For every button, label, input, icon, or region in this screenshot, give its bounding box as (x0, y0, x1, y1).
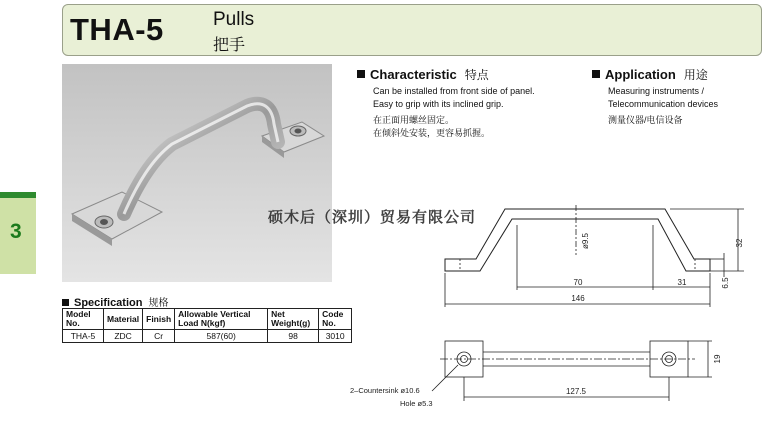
bullet-square-icon (357, 70, 365, 78)
watermark-text: 硕木后（深圳）贸易有限公司 (268, 209, 477, 226)
table-header: Allowable Vertical Load N(kgf) (175, 309, 268, 330)
product-title-cn: 把手 (213, 37, 246, 54)
product-title-en: Pulls (213, 9, 255, 30)
note-countersink: 2–Countersink ø10.6 (350, 386, 420, 395)
table-header: Material (104, 309, 143, 330)
table-cell: 98 (268, 330, 319, 343)
specification-heading (62, 294, 168, 309)
characteristic-heading (357, 66, 489, 83)
chapter-number: 3 (10, 220, 22, 243)
application-heading (592, 66, 708, 83)
characteristic-line: 在倾斜处安装，更容易抓握。 (373, 127, 491, 138)
application-line: Measuring instruments / (608, 86, 705, 96)
characteristic-line: Easy to grip with its inclined grip. (373, 98, 504, 109)
bullet-square-icon (62, 299, 69, 306)
technical-drawing (340, 195, 760, 425)
specification-title-en: Specification (74, 297, 143, 309)
header-banner (62, 4, 762, 56)
table-cell: 3010 (319, 330, 352, 343)
dim-pitch: 127.5 (565, 387, 587, 396)
application-text (608, 85, 718, 127)
specification-title-cn: 规格 (148, 298, 169, 309)
dim-thickness: 6.5 (721, 277, 730, 289)
handle-side-view (445, 209, 710, 271)
application-line: Telecommunication devices (608, 98, 719, 109)
table-header: Net Weight(g) (268, 309, 319, 330)
dim-inner-length: 70 (573, 278, 583, 287)
characteristic-title-en: Characteristic (370, 67, 457, 82)
product-photo (62, 64, 332, 282)
table-cell: 587(60) (175, 330, 268, 343)
dim-width: 19 (713, 354, 722, 364)
characteristic-line: Can be installed from front side of panel. (373, 86, 535, 96)
characteristic-text (373, 85, 535, 139)
table-header: Finish (143, 309, 175, 330)
chapter-tab-bar (0, 192, 36, 198)
table-header-row (63, 309, 352, 330)
dim-height: 32 (735, 238, 744, 248)
application-line: 测量仪器/电信设备 (608, 115, 683, 125)
application-title-en: Application (605, 67, 676, 82)
dim-total-length: 146 (571, 294, 585, 303)
characteristic-line: 在正面用螺丝固定。 (373, 115, 455, 125)
specification-table (62, 308, 352, 343)
table-header: Model No. (63, 309, 104, 330)
table-cell: THA-5 (63, 330, 104, 343)
application-title-cn: 用途 (683, 68, 708, 82)
dim-end-length: 31 (677, 278, 687, 287)
characteristic-title-cn: 特点 (464, 68, 489, 82)
model-number: THA-5 (70, 12, 164, 47)
table-cell: Cr (143, 330, 175, 343)
note-hole: Hole ø5.3 (400, 399, 433, 408)
table-cell: ZDC (104, 330, 143, 343)
bullet-square-icon (592, 70, 600, 78)
dim-diameter: ø9.5 (581, 232, 590, 250)
table-row (63, 330, 352, 343)
table-header: Code No. (319, 309, 352, 330)
